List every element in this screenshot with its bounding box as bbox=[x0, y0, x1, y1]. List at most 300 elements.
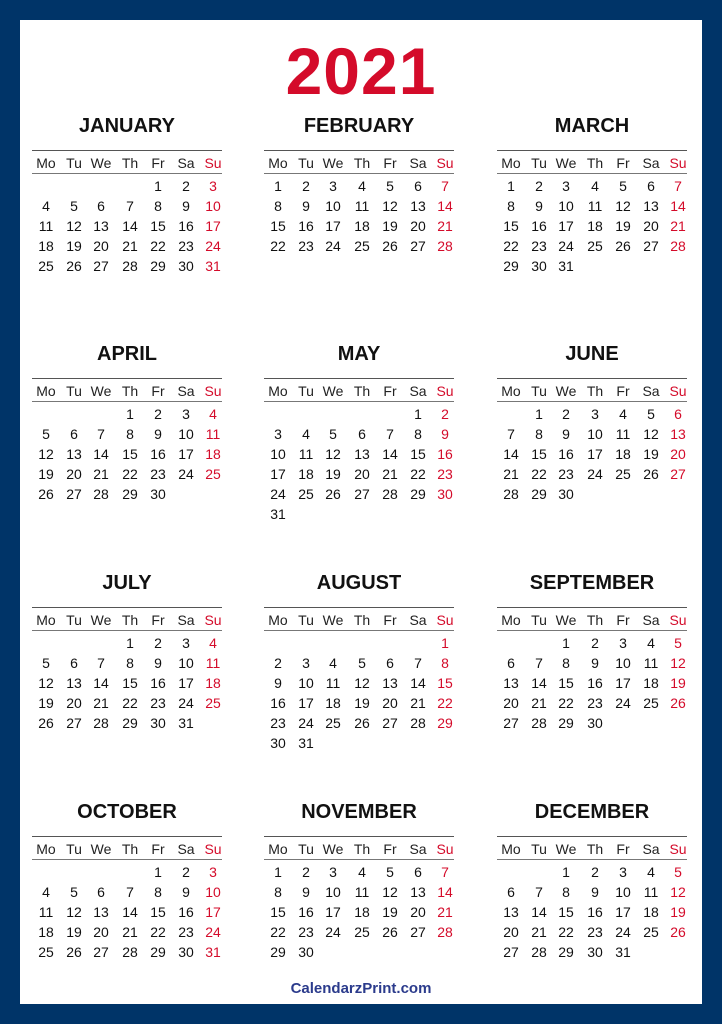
divider bbox=[264, 150, 454, 151]
day-cell: 3 bbox=[619, 635, 627, 651]
day-cell: 1 bbox=[126, 406, 134, 422]
day-cell: 26 bbox=[325, 486, 341, 502]
day-cell: 26 bbox=[643, 466, 659, 482]
day-cell: 11 bbox=[205, 655, 221, 671]
divider bbox=[32, 836, 222, 837]
day-cell: 14 bbox=[122, 218, 138, 234]
day-cell: 15 bbox=[150, 904, 166, 920]
divider bbox=[264, 836, 454, 837]
day-cell: 30 bbox=[270, 735, 286, 751]
day-cell: 24 bbox=[178, 466, 194, 482]
day-cell: 6 bbox=[97, 198, 105, 214]
weekday-label: Tu bbox=[298, 612, 314, 628]
divider bbox=[497, 173, 687, 174]
day-cell: 23 bbox=[150, 695, 166, 711]
day-cell: 25 bbox=[354, 924, 370, 940]
day-cell: 14 bbox=[437, 198, 453, 214]
weekday-label: Th bbox=[586, 841, 604, 857]
divider bbox=[497, 859, 687, 860]
day-cell: 20 bbox=[382, 695, 398, 711]
day-cell: 10 bbox=[178, 655, 194, 671]
weekday-label: Fr bbox=[383, 155, 397, 171]
day-cell: 7 bbox=[535, 884, 543, 900]
weekday-label: Fr bbox=[616, 155, 630, 171]
day-cell: 30 bbox=[298, 944, 314, 960]
day-cell: 21 bbox=[670, 218, 686, 234]
day-cell: 11 bbox=[38, 904, 54, 920]
day-cell: 4 bbox=[619, 406, 627, 422]
weekday-header bbox=[497, 611, 687, 629]
day-cell: 22 bbox=[150, 238, 166, 254]
day-cell: 10 bbox=[298, 675, 314, 691]
day-cell: 23 bbox=[178, 238, 194, 254]
weekday-label: Su bbox=[436, 612, 454, 628]
weekday-label: Fr bbox=[383, 841, 397, 857]
day-cell: 10 bbox=[558, 198, 574, 214]
day-cell: 20 bbox=[66, 466, 82, 482]
day-cell: 27 bbox=[410, 238, 426, 254]
day-cell: 2 bbox=[274, 655, 282, 671]
day-cell: 26 bbox=[382, 238, 398, 254]
day-cell: 16 bbox=[531, 218, 547, 234]
day-cell: 6 bbox=[507, 884, 515, 900]
day-cell: 27 bbox=[503, 715, 519, 731]
day-cell: 18 bbox=[643, 675, 659, 691]
weekday-label: Th bbox=[121, 383, 139, 399]
day-cell: 31 bbox=[205, 944, 221, 960]
day-cell: 14 bbox=[503, 446, 519, 462]
day-cell: 24 bbox=[587, 466, 603, 482]
day-cell: 9 bbox=[302, 884, 310, 900]
day-cell: 19 bbox=[66, 238, 82, 254]
weekday-label: We bbox=[322, 841, 344, 857]
day-cell: 30 bbox=[437, 486, 453, 502]
day-cell: 17 bbox=[558, 218, 574, 234]
day-cell: 20 bbox=[503, 924, 519, 940]
day-cell: 29 bbox=[558, 944, 574, 960]
weekday-label: Fr bbox=[383, 612, 397, 628]
weekday-label: Mo bbox=[268, 612, 288, 628]
day-cell: 29 bbox=[122, 715, 138, 731]
day-cell: 29 bbox=[410, 486, 426, 502]
day-cell: 25 bbox=[643, 695, 659, 711]
weekday-label: Sa bbox=[409, 155, 427, 171]
day-cell: 28 bbox=[531, 944, 547, 960]
divider bbox=[32, 630, 222, 631]
day-cell: 14 bbox=[670, 198, 686, 214]
day-cell: 30 bbox=[178, 944, 194, 960]
month-title: AUGUST bbox=[316, 572, 402, 594]
day-cell: 30 bbox=[150, 486, 166, 502]
divider bbox=[497, 607, 687, 608]
day-cell: 13 bbox=[93, 904, 109, 920]
weekday-label: Th bbox=[586, 612, 604, 628]
divider bbox=[32, 378, 222, 379]
weekday-label: We bbox=[555, 841, 577, 857]
weekday-header bbox=[32, 154, 222, 172]
day-cell: 3 bbox=[562, 178, 570, 194]
day-cell: 13 bbox=[410, 198, 426, 214]
day-cell: 6 bbox=[70, 426, 78, 442]
day-cell: 23 bbox=[531, 238, 547, 254]
weekday-label: Th bbox=[353, 612, 371, 628]
day-cell: 20 bbox=[503, 695, 519, 711]
month-march bbox=[497, 115, 687, 274]
weekday-header bbox=[497, 382, 687, 400]
day-cell: 22 bbox=[558, 924, 574, 940]
day-cell: 4 bbox=[42, 884, 50, 900]
day-cell: 15 bbox=[270, 218, 286, 234]
weekday-label: Su bbox=[436, 155, 454, 171]
divider bbox=[32, 401, 222, 402]
day-cell: 16 bbox=[150, 446, 166, 462]
day-cell: 2 bbox=[302, 178, 310, 194]
day-cell: 22 bbox=[270, 238, 286, 254]
day-cell: 16 bbox=[270, 695, 286, 711]
day-cell: 28 bbox=[531, 715, 547, 731]
day-cell: 15 bbox=[558, 904, 574, 920]
day-cell: 2 bbox=[441, 406, 449, 422]
day-cell: 14 bbox=[93, 675, 109, 691]
day-cell: 8 bbox=[562, 655, 570, 671]
day-cell: 5 bbox=[42, 655, 50, 671]
day-cell: 11 bbox=[643, 655, 659, 671]
day-cell: 20 bbox=[410, 218, 426, 234]
day-cell: 24 bbox=[615, 924, 631, 940]
day-cell: 5 bbox=[674, 864, 682, 880]
day-cell: 30 bbox=[587, 944, 603, 960]
day-cell: 7 bbox=[414, 655, 422, 671]
day-cell: 20 bbox=[670, 446, 686, 462]
day-cell: 8 bbox=[507, 198, 515, 214]
day-cell: 17 bbox=[298, 695, 314, 711]
day-cell: 31 bbox=[270, 506, 286, 522]
day-cell: 14 bbox=[531, 904, 547, 920]
day-cell: 16 bbox=[150, 675, 166, 691]
weekday-label: Th bbox=[353, 383, 371, 399]
day-cell: 12 bbox=[325, 446, 341, 462]
divider bbox=[264, 378, 454, 379]
day-cell: 7 bbox=[386, 426, 394, 442]
day-cell: 1 bbox=[154, 178, 162, 194]
day-cell: 17 bbox=[325, 904, 341, 920]
day-cell: 21 bbox=[503, 466, 519, 482]
day-cell: 7 bbox=[97, 426, 105, 442]
month-june bbox=[497, 343, 687, 502]
day-cell: 12 bbox=[66, 904, 82, 920]
day-cell: 28 bbox=[670, 238, 686, 254]
weekday-label: Mo bbox=[501, 841, 521, 857]
weekday-label: Su bbox=[669, 383, 687, 399]
day-cell: 8 bbox=[414, 426, 422, 442]
day-cell: 1 bbox=[154, 864, 162, 880]
day-cell: 10 bbox=[325, 198, 341, 214]
weekday-label: Fr bbox=[616, 612, 630, 628]
day-cell: 13 bbox=[66, 675, 82, 691]
day-cell: 19 bbox=[382, 904, 398, 920]
day-cell: 8 bbox=[562, 884, 570, 900]
weekday-label: Mo bbox=[268, 383, 288, 399]
day-cell: 20 bbox=[66, 695, 82, 711]
month-title: JANUARY bbox=[79, 115, 175, 137]
weekday-label: Mo bbox=[268, 841, 288, 857]
day-cell: 3 bbox=[182, 635, 190, 651]
weekday-label: Tu bbox=[66, 383, 82, 399]
day-cell: 20 bbox=[643, 218, 659, 234]
month-title: OCTOBER bbox=[77, 801, 177, 823]
day-cell: 6 bbox=[358, 426, 366, 442]
day-cell: 17 bbox=[615, 904, 631, 920]
weekday-label: Fr bbox=[151, 155, 165, 171]
day-cell: 28 bbox=[93, 715, 109, 731]
day-cell: 16 bbox=[298, 218, 314, 234]
divider bbox=[264, 630, 454, 631]
weekday-label: We bbox=[322, 612, 344, 628]
day-cell: 2 bbox=[535, 178, 543, 194]
day-cell: 18 bbox=[205, 675, 221, 691]
day-cell: 17 bbox=[325, 218, 341, 234]
divider bbox=[264, 173, 454, 174]
day-cell: 10 bbox=[587, 426, 603, 442]
day-cell: 29 bbox=[122, 486, 138, 502]
day-cell: 31 bbox=[615, 944, 631, 960]
day-cell: 28 bbox=[437, 924, 453, 940]
weekday-label: Su bbox=[436, 841, 454, 857]
day-cell: 29 bbox=[150, 944, 166, 960]
day-cell: 24 bbox=[205, 924, 221, 940]
day-cell: 24 bbox=[298, 715, 314, 731]
day-cell: 11 bbox=[205, 426, 221, 442]
day-cell: 8 bbox=[126, 426, 134, 442]
weekday-label: Sa bbox=[642, 155, 660, 171]
day-cell: 5 bbox=[647, 406, 655, 422]
day-cell: 27 bbox=[410, 924, 426, 940]
day-cell: 6 bbox=[70, 655, 78, 671]
day-cell: 19 bbox=[66, 924, 82, 940]
day-cell: 7 bbox=[674, 178, 682, 194]
day-cell: 3 bbox=[302, 655, 310, 671]
day-cell: 15 bbox=[122, 675, 138, 691]
day-cell: 15 bbox=[122, 446, 138, 462]
day-cell: 29 bbox=[270, 944, 286, 960]
day-cell: 1 bbox=[274, 864, 282, 880]
day-cell: 5 bbox=[619, 178, 627, 194]
weekday-label: Mo bbox=[501, 383, 521, 399]
day-cell: 19 bbox=[615, 218, 631, 234]
day-cell: 26 bbox=[615, 238, 631, 254]
day-cell: 4 bbox=[358, 178, 366, 194]
day-cell: 12 bbox=[354, 675, 370, 691]
divider bbox=[497, 378, 687, 379]
day-cell: 4 bbox=[358, 864, 366, 880]
day-cell: 27 bbox=[354, 486, 370, 502]
day-cell: 18 bbox=[325, 695, 341, 711]
day-cell: 12 bbox=[615, 198, 631, 214]
day-cell: 1 bbox=[562, 864, 570, 880]
weekday-label: Fr bbox=[383, 383, 397, 399]
weekday-label: Sa bbox=[177, 383, 195, 399]
day-cell: 2 bbox=[182, 864, 190, 880]
day-cell: 10 bbox=[270, 446, 286, 462]
day-cell: 23 bbox=[150, 466, 166, 482]
day-cell: 2 bbox=[182, 178, 190, 194]
month-title: JUNE bbox=[565, 343, 619, 365]
year-title: 2021 bbox=[285, 34, 437, 108]
day-cell: 22 bbox=[122, 466, 138, 482]
day-cell: 21 bbox=[437, 218, 453, 234]
day-cell: 28 bbox=[93, 486, 109, 502]
divider bbox=[497, 630, 687, 631]
day-cell: 25 bbox=[354, 238, 370, 254]
day-cell: 2 bbox=[154, 635, 162, 651]
day-cell: 16 bbox=[437, 446, 453, 462]
day-cell: 26 bbox=[66, 944, 82, 960]
day-cell: 2 bbox=[591, 864, 599, 880]
day-cell: 9 bbox=[274, 675, 282, 691]
day-cell: 14 bbox=[437, 884, 453, 900]
day-cell: 1 bbox=[274, 178, 282, 194]
day-cell: 8 bbox=[274, 884, 282, 900]
divider bbox=[264, 859, 454, 860]
day-cell: 22 bbox=[437, 695, 453, 711]
day-cell: 8 bbox=[154, 884, 162, 900]
weekday-label: Mo bbox=[501, 155, 521, 171]
weekday-label: Mo bbox=[36, 155, 56, 171]
day-cell: 11 bbox=[298, 446, 314, 462]
day-cell: 16 bbox=[178, 904, 194, 920]
day-cell: 4 bbox=[42, 198, 50, 214]
weekday-header bbox=[264, 154, 454, 172]
day-cell: 11 bbox=[354, 198, 370, 214]
day-cell: 13 bbox=[382, 675, 398, 691]
day-cell: 31 bbox=[205, 258, 221, 274]
day-cell: 12 bbox=[382, 198, 398, 214]
weekday-label: Sa bbox=[409, 841, 427, 857]
day-cell: 24 bbox=[558, 238, 574, 254]
day-cell: 3 bbox=[182, 406, 190, 422]
day-cell: 29 bbox=[503, 258, 519, 274]
day-cell: 2 bbox=[302, 864, 310, 880]
weekday-label: Sa bbox=[177, 612, 195, 628]
day-cell: 4 bbox=[591, 178, 599, 194]
day-cell: 12 bbox=[382, 884, 398, 900]
day-cell: 27 bbox=[670, 466, 686, 482]
day-cell: 13 bbox=[354, 446, 370, 462]
weekday-label: We bbox=[90, 383, 112, 399]
day-cell: 9 bbox=[182, 884, 190, 900]
day-cell: 25 bbox=[205, 695, 221, 711]
day-cell: 6 bbox=[647, 178, 655, 194]
day-cell: 17 bbox=[270, 466, 286, 482]
weekday-label: Sa bbox=[409, 612, 427, 628]
day-cell: 5 bbox=[42, 426, 50, 442]
weekday-label: Th bbox=[586, 383, 604, 399]
day-cell: 7 bbox=[507, 426, 515, 442]
month-title: NOVEMBER bbox=[301, 801, 417, 823]
day-cell: 7 bbox=[126, 198, 134, 214]
month-title: MAY bbox=[337, 343, 381, 365]
day-cell: 27 bbox=[643, 238, 659, 254]
day-cell: 17 bbox=[178, 675, 194, 691]
footer-brand: CalendarzPrint.com bbox=[290, 980, 432, 997]
day-cell: 4 bbox=[209, 406, 217, 422]
weekday-header bbox=[264, 382, 454, 400]
day-cell: 6 bbox=[674, 406, 682, 422]
day-cell: 1 bbox=[414, 406, 422, 422]
day-cell: 17 bbox=[587, 446, 603, 462]
day-cell: 21 bbox=[122, 924, 138, 940]
weekday-header bbox=[497, 154, 687, 172]
day-cell: 1 bbox=[535, 406, 543, 422]
day-cell: 24 bbox=[325, 238, 341, 254]
day-cell: 16 bbox=[558, 446, 574, 462]
month-august bbox=[264, 572, 454, 751]
month-december bbox=[497, 801, 687, 960]
day-cell: 13 bbox=[93, 218, 109, 234]
day-cell: 28 bbox=[410, 715, 426, 731]
day-cell: 4 bbox=[302, 426, 310, 442]
day-cell: 18 bbox=[587, 218, 603, 234]
day-cell: 14 bbox=[410, 675, 426, 691]
day-cell: 15 bbox=[437, 675, 453, 691]
divider bbox=[32, 173, 222, 174]
weekday-label: Th bbox=[586, 155, 604, 171]
weekday-label: We bbox=[90, 841, 112, 857]
weekday-label: Th bbox=[121, 841, 139, 857]
weekday-label: Tu bbox=[531, 612, 547, 628]
day-cell: 16 bbox=[298, 904, 314, 920]
day-cell: 2 bbox=[562, 406, 570, 422]
day-cell: 8 bbox=[126, 655, 134, 671]
day-cell: 14 bbox=[382, 446, 398, 462]
day-cell: 27 bbox=[503, 944, 519, 960]
day-cell: 20 bbox=[93, 924, 109, 940]
day-cell: 11 bbox=[325, 675, 341, 691]
day-cell: 28 bbox=[437, 238, 453, 254]
day-cell: 13 bbox=[503, 675, 519, 691]
weekday-label: Mo bbox=[268, 155, 288, 171]
month-november bbox=[264, 801, 454, 960]
weekday-label: Mo bbox=[36, 383, 56, 399]
weekday-label: Tu bbox=[298, 841, 314, 857]
weekday-label: Mo bbox=[501, 612, 521, 628]
day-cell: 16 bbox=[587, 675, 603, 691]
day-cell: 4 bbox=[647, 635, 655, 651]
day-cell: 8 bbox=[154, 198, 162, 214]
month-title: FEBRUARY bbox=[303, 115, 415, 137]
day-cell: 9 bbox=[441, 426, 449, 442]
day-cell: 25 bbox=[615, 466, 631, 482]
day-cell: 14 bbox=[531, 675, 547, 691]
day-cell: 19 bbox=[670, 904, 686, 920]
day-cell: 21 bbox=[93, 466, 109, 482]
day-cell: 22 bbox=[503, 238, 519, 254]
day-cell: 9 bbox=[154, 655, 162, 671]
day-cell: 29 bbox=[150, 258, 166, 274]
day-cell: 30 bbox=[531, 258, 547, 274]
day-cell: 11 bbox=[643, 884, 659, 900]
day-cell: 17 bbox=[205, 904, 221, 920]
day-cell: 18 bbox=[354, 904, 370, 920]
weekday-label: Tu bbox=[66, 841, 82, 857]
day-cell: 24 bbox=[178, 695, 194, 711]
weekday-header bbox=[32, 382, 222, 400]
weekday-label: Su bbox=[669, 612, 687, 628]
day-cell: 21 bbox=[410, 695, 426, 711]
day-cell: 26 bbox=[670, 924, 686, 940]
weekday-label: We bbox=[322, 155, 344, 171]
day-cell: 31 bbox=[298, 735, 314, 751]
